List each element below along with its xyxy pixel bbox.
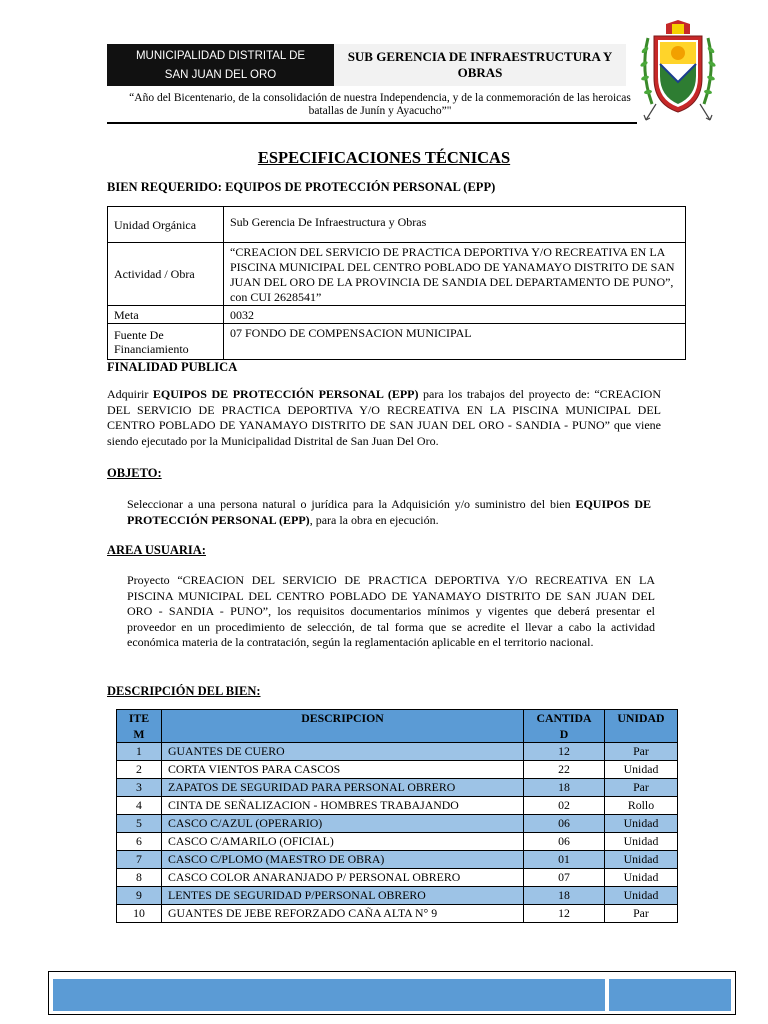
- objeto-heading: OBJETO:: [107, 466, 162, 480]
- objeto-text-post: , para la obra en ejecución.: [309, 512, 439, 527]
- unidad-label: Unidad Orgánica: [108, 207, 224, 243]
- fuente-value: 07 FONDO DE COMPENSACION MUNICIPAL: [224, 324, 686, 360]
- row-qty: 06: [524, 815, 605, 833]
- document-title: ESPECIFICACIONES TÉCNICAS: [257, 148, 511, 167]
- row-desc: CASCO C/AZUL (OPERARIO): [162, 815, 524, 833]
- row-qty: 12: [524, 905, 605, 923]
- col-item-header-line1: ITE: [128, 711, 150, 725]
- row-qty: 07: [524, 869, 605, 887]
- table-row: [117, 779, 678, 797]
- municipal-coat-of-arms-logo: [638, 20, 718, 124]
- row-qty: 18: [524, 779, 605, 797]
- row-qty: 06: [524, 833, 605, 851]
- row-desc: CORTA VIENTOS PARA CASCOS: [162, 761, 524, 779]
- col-item-header-line2: M: [133, 727, 145, 741]
- area-usuaria-heading: AREA USUARIA:: [107, 543, 206, 557]
- table-row: [117, 851, 678, 869]
- row-unit: Par: [605, 905, 678, 923]
- office-name-line2: OBRAS: [457, 65, 503, 80]
- col-desc-header: DESCRIPCION: [162, 710, 524, 743]
- col-qty-header-line1: CANTIDA: [536, 711, 592, 725]
- row-item: 10: [117, 905, 162, 923]
- info-row-meta: [108, 306, 686, 324]
- office-name-line1: SUB GERENCIA DE INFRAESTRUCTURA Y: [347, 49, 613, 64]
- entity-name-line2: SAN JUAN DEL ORO: [164, 69, 277, 81]
- finalidad-paragraph: [107, 387, 661, 449]
- row-item: 4: [117, 797, 162, 815]
- row-desc: CASCO COLOR ANARANJADO P/ PERSONAL OBRERO: [162, 869, 524, 887]
- unidad-value: Sub Gerencia De Infraestructura y Obras: [224, 207, 686, 243]
- actividad-value: “CREACION DEL SERVICIO DE PRACTICA DEPORTIVA Y/O RECREATIVA EN LA PISCINA MUNICIPAL DEL CENTRO POBLADO DE YANAMAYO DISTRITO DE SAN JUAN DEL ORO DE LA PROVINCIA DE SANDIA DEL DEPARTAMENTO DE PUNO”, con CUI 2628541”: [224, 243, 686, 306]
- col-unit-header: UNIDAD: [605, 710, 678, 743]
- descripcion-heading: DESCRIPCIÓN DEL BIEN:: [107, 684, 261, 698]
- motto-line1: “Año del Bicentenario, de la consolidación de nuestra Independencia, y de la conmemoración de las heroicas: [129, 92, 631, 104]
- row-unit: Unidad: [605, 761, 678, 779]
- items-table-header: [117, 710, 678, 743]
- row-unit: Unidad: [605, 833, 678, 851]
- row-desc: GUANTES DE JEBE REFORZADO CAÑA ALTA N° 9: [162, 905, 524, 923]
- row-unit: Unidad: [605, 869, 678, 887]
- table-row: [117, 887, 678, 905]
- row-qty: 12: [524, 743, 605, 761]
- finalidad-heading: FINALIDAD PUBLICA: [107, 360, 238, 374]
- row-unit: Unidad: [605, 851, 678, 869]
- table-row: [117, 815, 678, 833]
- row-unit: Par: [605, 743, 678, 761]
- row-item: 7: [117, 851, 162, 869]
- fuente-label: Fuente De Financiamiento: [108, 324, 224, 360]
- table-row: [117, 761, 678, 779]
- row-qty: 22: [524, 761, 605, 779]
- row-item: 1: [117, 743, 162, 761]
- row-unit: Par: [605, 779, 678, 797]
- row-item: 3: [117, 779, 162, 797]
- motto-line2: batallas de Junín y Ayacucho”": [308, 105, 452, 117]
- required-good-line: BIEN REQUERIDO: EQUIPOS DE PROTECCIÓN PERSONAL (EPP): [107, 180, 496, 194]
- table-row: [117, 833, 678, 851]
- info-row-unidad: [108, 207, 686, 243]
- row-item: 9: [117, 887, 162, 905]
- col-qty-header-line2: D: [559, 727, 569, 741]
- objeto-paragraph: [127, 497, 651, 528]
- row-desc: CASCO C/AMARILO (OFICIAL): [162, 833, 524, 851]
- meta-value: 0032: [224, 306, 686, 324]
- col-item-header: [117, 710, 162, 743]
- footer-band-right: [609, 979, 731, 1011]
- row-desc: LENTES DE SEGURIDAD P/PERSONAL OBRERO: [162, 887, 524, 905]
- row-item: 6: [117, 833, 162, 851]
- finalidad-text-pre: Adquirir: [107, 387, 153, 401]
- entity-name-line1: MUNICIPALIDAD DISTRITAL DE: [135, 50, 306, 62]
- table-row: [117, 743, 678, 761]
- info-row-fuente: [108, 324, 686, 360]
- row-desc: ZAPATOS DE SEGURIDAD PARA PERSONAL OBRERO: [162, 779, 524, 797]
- finalidad-text-post: para los trabajos del proyecto de: “CREACION DEL SERVICIO DE PRACTICA DEPORTIVA Y/O RECREATIVA EN LA PISCINA MUNICIPAL DEL CENTRO POBLADO DE YANAMAYO DISTRITO DE SAN JUAN DEL ORO - SANDIA - PUNO” que viene siendo ejecutado por la Municipalidad Distrital de San Juan Del Oro.: [107, 387, 661, 448]
- year-motto: [60, 92, 700, 118]
- project-info-table: [107, 206, 686, 360]
- objeto-text-bold: EQUIPOS DE PROTECCIÓN PERSONAL (EPP): [127, 497, 652, 527]
- row-item: 5: [117, 815, 162, 833]
- row-qty: 01: [524, 851, 605, 869]
- objeto-text-pre: Seleccionar a una persona natural o jurídica para la Adquisición y/o suministro del bien: [127, 497, 576, 511]
- items-table: [116, 709, 678, 923]
- row-unit: Rollo: [605, 797, 678, 815]
- header-rule: [107, 122, 637, 124]
- meta-label: Meta: [108, 306, 224, 324]
- table-row: [117, 869, 678, 887]
- page-footer: [48, 971, 736, 1015]
- info-row-actividad: [108, 243, 686, 306]
- row-desc: GUANTES DE CUERO: [162, 743, 524, 761]
- finalidad-text-bold: EQUIPOS DE PROTECCIÓN PERSONAL (EPP): [152, 387, 419, 401]
- entity-name-block: [107, 44, 334, 86]
- row-qty: 18: [524, 887, 605, 905]
- row-unit: Unidad: [605, 887, 678, 905]
- footer-band-left: [53, 979, 605, 1011]
- row-item: 2: [117, 761, 162, 779]
- office-name-block: [334, 44, 626, 86]
- area-usuaria-paragraph: Proyecto “CREACION DEL SERVICIO DE PRACTICA DEPORTIVA Y/O RECREATIVA EN LA PISCINA MUNICIPAL DEL CENTRO POBLADO DE YANAMAYO DISTRITO DE SAN JUAN DEL ORO - SANDIA - PUNO”, los requisitos documentarios mínimos y vigentes que deberá presentar el proveedor en un procedimiento de selección, de tal forma que se acredite el llevar a cabo la actividad económica materia de la contratación, según la reglamentación aplicable en el territorio nacional.: [127, 573, 655, 649]
- col-qty-header: [524, 710, 605, 743]
- actividad-label: Actividad / Obra: [108, 243, 224, 306]
- row-item: 8: [117, 869, 162, 887]
- row-desc: CASCO C/PLOMO (MAESTRO DE OBRA): [162, 851, 524, 869]
- row-desc: CINTA DE SEÑALIZACION - HOMBRES TRABAJANDO: [162, 797, 524, 815]
- table-row: [117, 905, 678, 923]
- row-unit: Unidad: [605, 815, 678, 833]
- row-qty: 02: [524, 797, 605, 815]
- table-row: [117, 797, 678, 815]
